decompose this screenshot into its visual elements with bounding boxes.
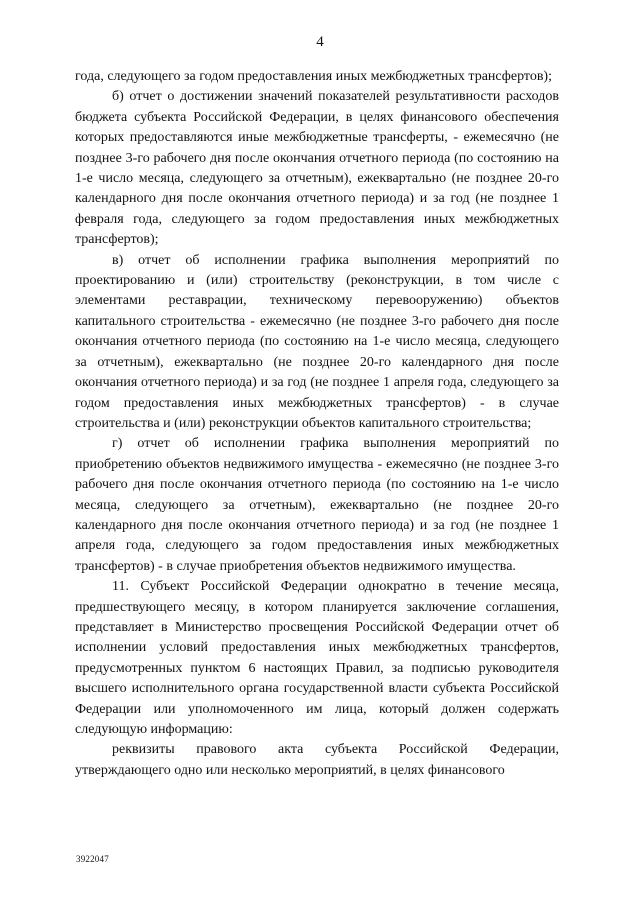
paragraph-item-v: в) отчет об исполнении графика выполнения мероприятий по проектированию и (или) строительству (реконструкции, в том числе с элементами реставрации, техническому перевооружению) объектов капитального строительства - ежемесячно (не позднее 3-го рабочего дня после окончания отчетного периода (по состоянию на 1-е число месяца, следующего за отчетным), ежеквартально (не позднее 20-го календарного дня после окончания отчетного периода) и за год (не позднее 1 апреля года, следующего за годом предоставления иных межбюджетных трансфертов) - в случае строительства и (или) реконструкции объектов капитального строительства; [75, 252, 559, 431]
page-number: 4 [316, 34, 324, 50]
paragraph-clause-11: 11. Субъект Российской Федерации однократно в течение месяца, предшествующего месяцу, в котором планируется заключение соглашения, представляет в Министерство просвещения Российской Федерации отчет об исполнении условий предоставления иных межбюджетных трансфертов, предусмотренных пунктом 6 настоящих Правил, за подписью руководителя высшего исполнительного органа государственной власти субъекта Российской Федерации или уполномоченного им лица, который должен содержать следующую информацию: [75, 579, 559, 737]
paragraph-item-g: г) отчет об исполнении графика выполнения мероприятий по приобретению объектов недвижимого имущества - ежемесячно (не позднее 3-го рабочего дня после окончания отчетного периода (по состоянию на 1-е число месяца, следующего за отчетным), ежеквартально (не позднее 20-го календарного дня после окончания отчетного периода) и за год (не позднее 1 апреля года, следующего за годом предоставления иных межбюджетных трансфертов) - в случае приобретения объектов недвижимого имущества. [75, 436, 559, 574]
document-body [75, 67, 559, 781]
paragraph-item-b: б) отчет о достижении значений показателей результативности расходов бюджета субъекта Российской Федерации, в целях финансового обеспечения которых предоставляются иные межбюджетные трансферты, - ежемесячно (не позднее 3-го рабочего дня после окончания отчетного периода (по состоянию на 1-е число месяца, следующего за отчетным), ежеквартально (не позднее 20-го календарного дня после окончания отчетного периода) и за год (не позднее 1 февраля года, следующего за годом предоставления иных межбюджетных трансфертов); [75, 89, 559, 248]
paragraph-requisites: реквизиты правового акта субъекта Российской Федерации, утверждающего одно или несколько мероприятий, в целях финансового [75, 742, 559, 778]
document-code: 3922047 [76, 854, 109, 864]
paragraph-continuation: года, следующего за годом предоставления иных межбюджетных трансфертов); [75, 69, 552, 84]
